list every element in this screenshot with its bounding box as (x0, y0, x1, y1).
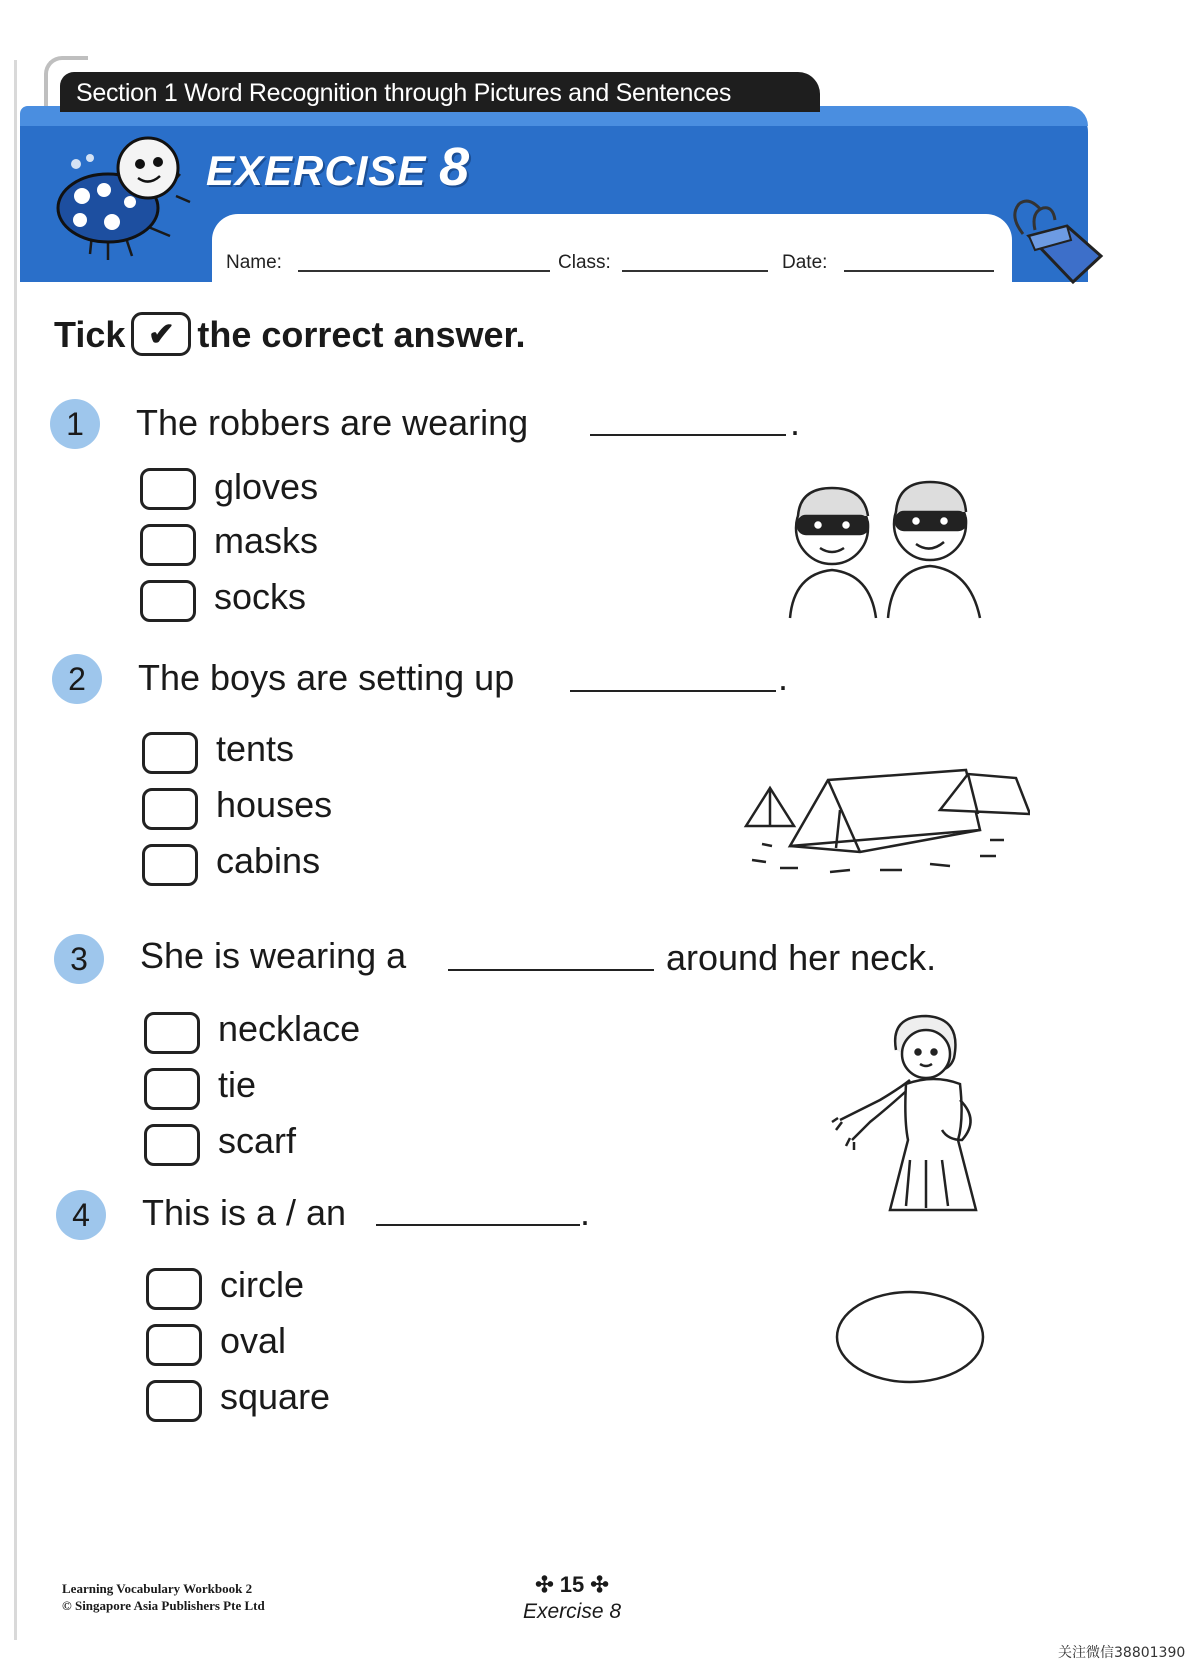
q3-option-necklace: necklace (218, 1008, 361, 1049)
question-4-blank[interactable] (376, 1224, 580, 1226)
q1-option-masks: masks (214, 520, 319, 561)
date-field[interactable] (844, 270, 994, 272)
publisher: © Singapore Asia Publishers Pte Ltd (62, 1598, 265, 1613)
q1-option-socks-checkbox[interactable] (140, 580, 196, 622)
q1-option-gloves: gloves (214, 466, 319, 507)
q3-option-tie-checkbox[interactable] (144, 1068, 200, 1110)
q1-option-gloves-checkbox[interactable] (140, 468, 196, 510)
section-label: Section 1 Word Recognition through Pictures and Sentences (60, 72, 820, 112)
q4-option-circle-checkbox[interactable] (146, 1268, 202, 1310)
q2-option-houses-checkbox[interactable] (142, 788, 198, 830)
page-number: ✣ 15 ✣ (535, 1572, 609, 1597)
q2-option-cabins-checkbox[interactable] (142, 844, 198, 886)
question-4-text: This is a / an (142, 1192, 347, 1233)
question-2-number: 2 (52, 654, 102, 704)
book-title: Learning Vocabulary Workbook 2 (62, 1581, 253, 1596)
exercise-word: EXERCISE (206, 147, 427, 194)
q1-option-socks: socks (214, 576, 307, 617)
question-1-blank[interactable] (590, 434, 786, 436)
instruction (54, 314, 526, 359)
class-field[interactable] (622, 270, 768, 272)
q3-option-scarf-checkbox[interactable] (144, 1124, 200, 1166)
q4-option-circle: circle (220, 1264, 305, 1305)
exercise-number: 8 (439, 137, 471, 197)
q2-option-cabins: cabins (216, 840, 321, 881)
q4-option-square: square (220, 1376, 331, 1417)
question-2-end: . (778, 657, 789, 698)
footer-credits (62, 1580, 265, 1614)
ladybug-icon (52, 126, 202, 266)
question-3-blank[interactable] (448, 969, 654, 971)
tick-icon: ✔ (131, 312, 191, 356)
instruction-before: Tick (54, 314, 126, 355)
question-3-end: around her neck. (666, 937, 937, 978)
question-4-end: . (580, 1192, 591, 1233)
question-1-end: . (790, 402, 801, 443)
q3-option-tie: tie (218, 1064, 257, 1105)
q3-option-necklace-checkbox[interactable] (144, 1012, 200, 1054)
question-1-text: The robbers are wearing (136, 402, 529, 443)
oval-shape-illustration (832, 1288, 992, 1388)
question-2-blank[interactable] (570, 690, 776, 692)
q4-option-oval: oval (220, 1320, 287, 1361)
q1-option-masks-checkbox[interactable] (140, 524, 196, 566)
watermark: 关注微信38801390 (1058, 1645, 1186, 1661)
q4-option-oval-checkbox[interactable] (146, 1324, 202, 1366)
q3-option-scarf: scarf (218, 1120, 297, 1161)
binder-clip-icon (1005, 196, 1105, 286)
question-3-text: She is wearing a (140, 935, 407, 976)
question-1-number: 1 (50, 399, 100, 449)
instruction-after: the correct answer. (197, 314, 526, 355)
name-label: Name: (226, 252, 282, 273)
question-2-text: The boys are setting up (138, 657, 515, 698)
class-label: Class: (558, 252, 611, 273)
page-edge (14, 60, 17, 1640)
q2-option-tents: tents (216, 728, 295, 769)
q4-option-square-checkbox[interactable] (146, 1380, 202, 1422)
q2-option-tents-checkbox[interactable] (142, 732, 198, 774)
date-label: Date: (782, 252, 828, 273)
tents-illustration (740, 760, 1030, 880)
question-3-number: 3 (54, 934, 104, 984)
girl-with-scarf-illustration (830, 1010, 1010, 1220)
exercise-title (206, 136, 470, 198)
footer-exercise-label: Exercise 8 (522, 1600, 622, 1623)
name-field[interactable] (298, 270, 550, 272)
robbers-illustration (780, 470, 1000, 620)
q2-option-houses: houses (216, 784, 333, 825)
question-4-number: 4 (56, 1190, 106, 1240)
